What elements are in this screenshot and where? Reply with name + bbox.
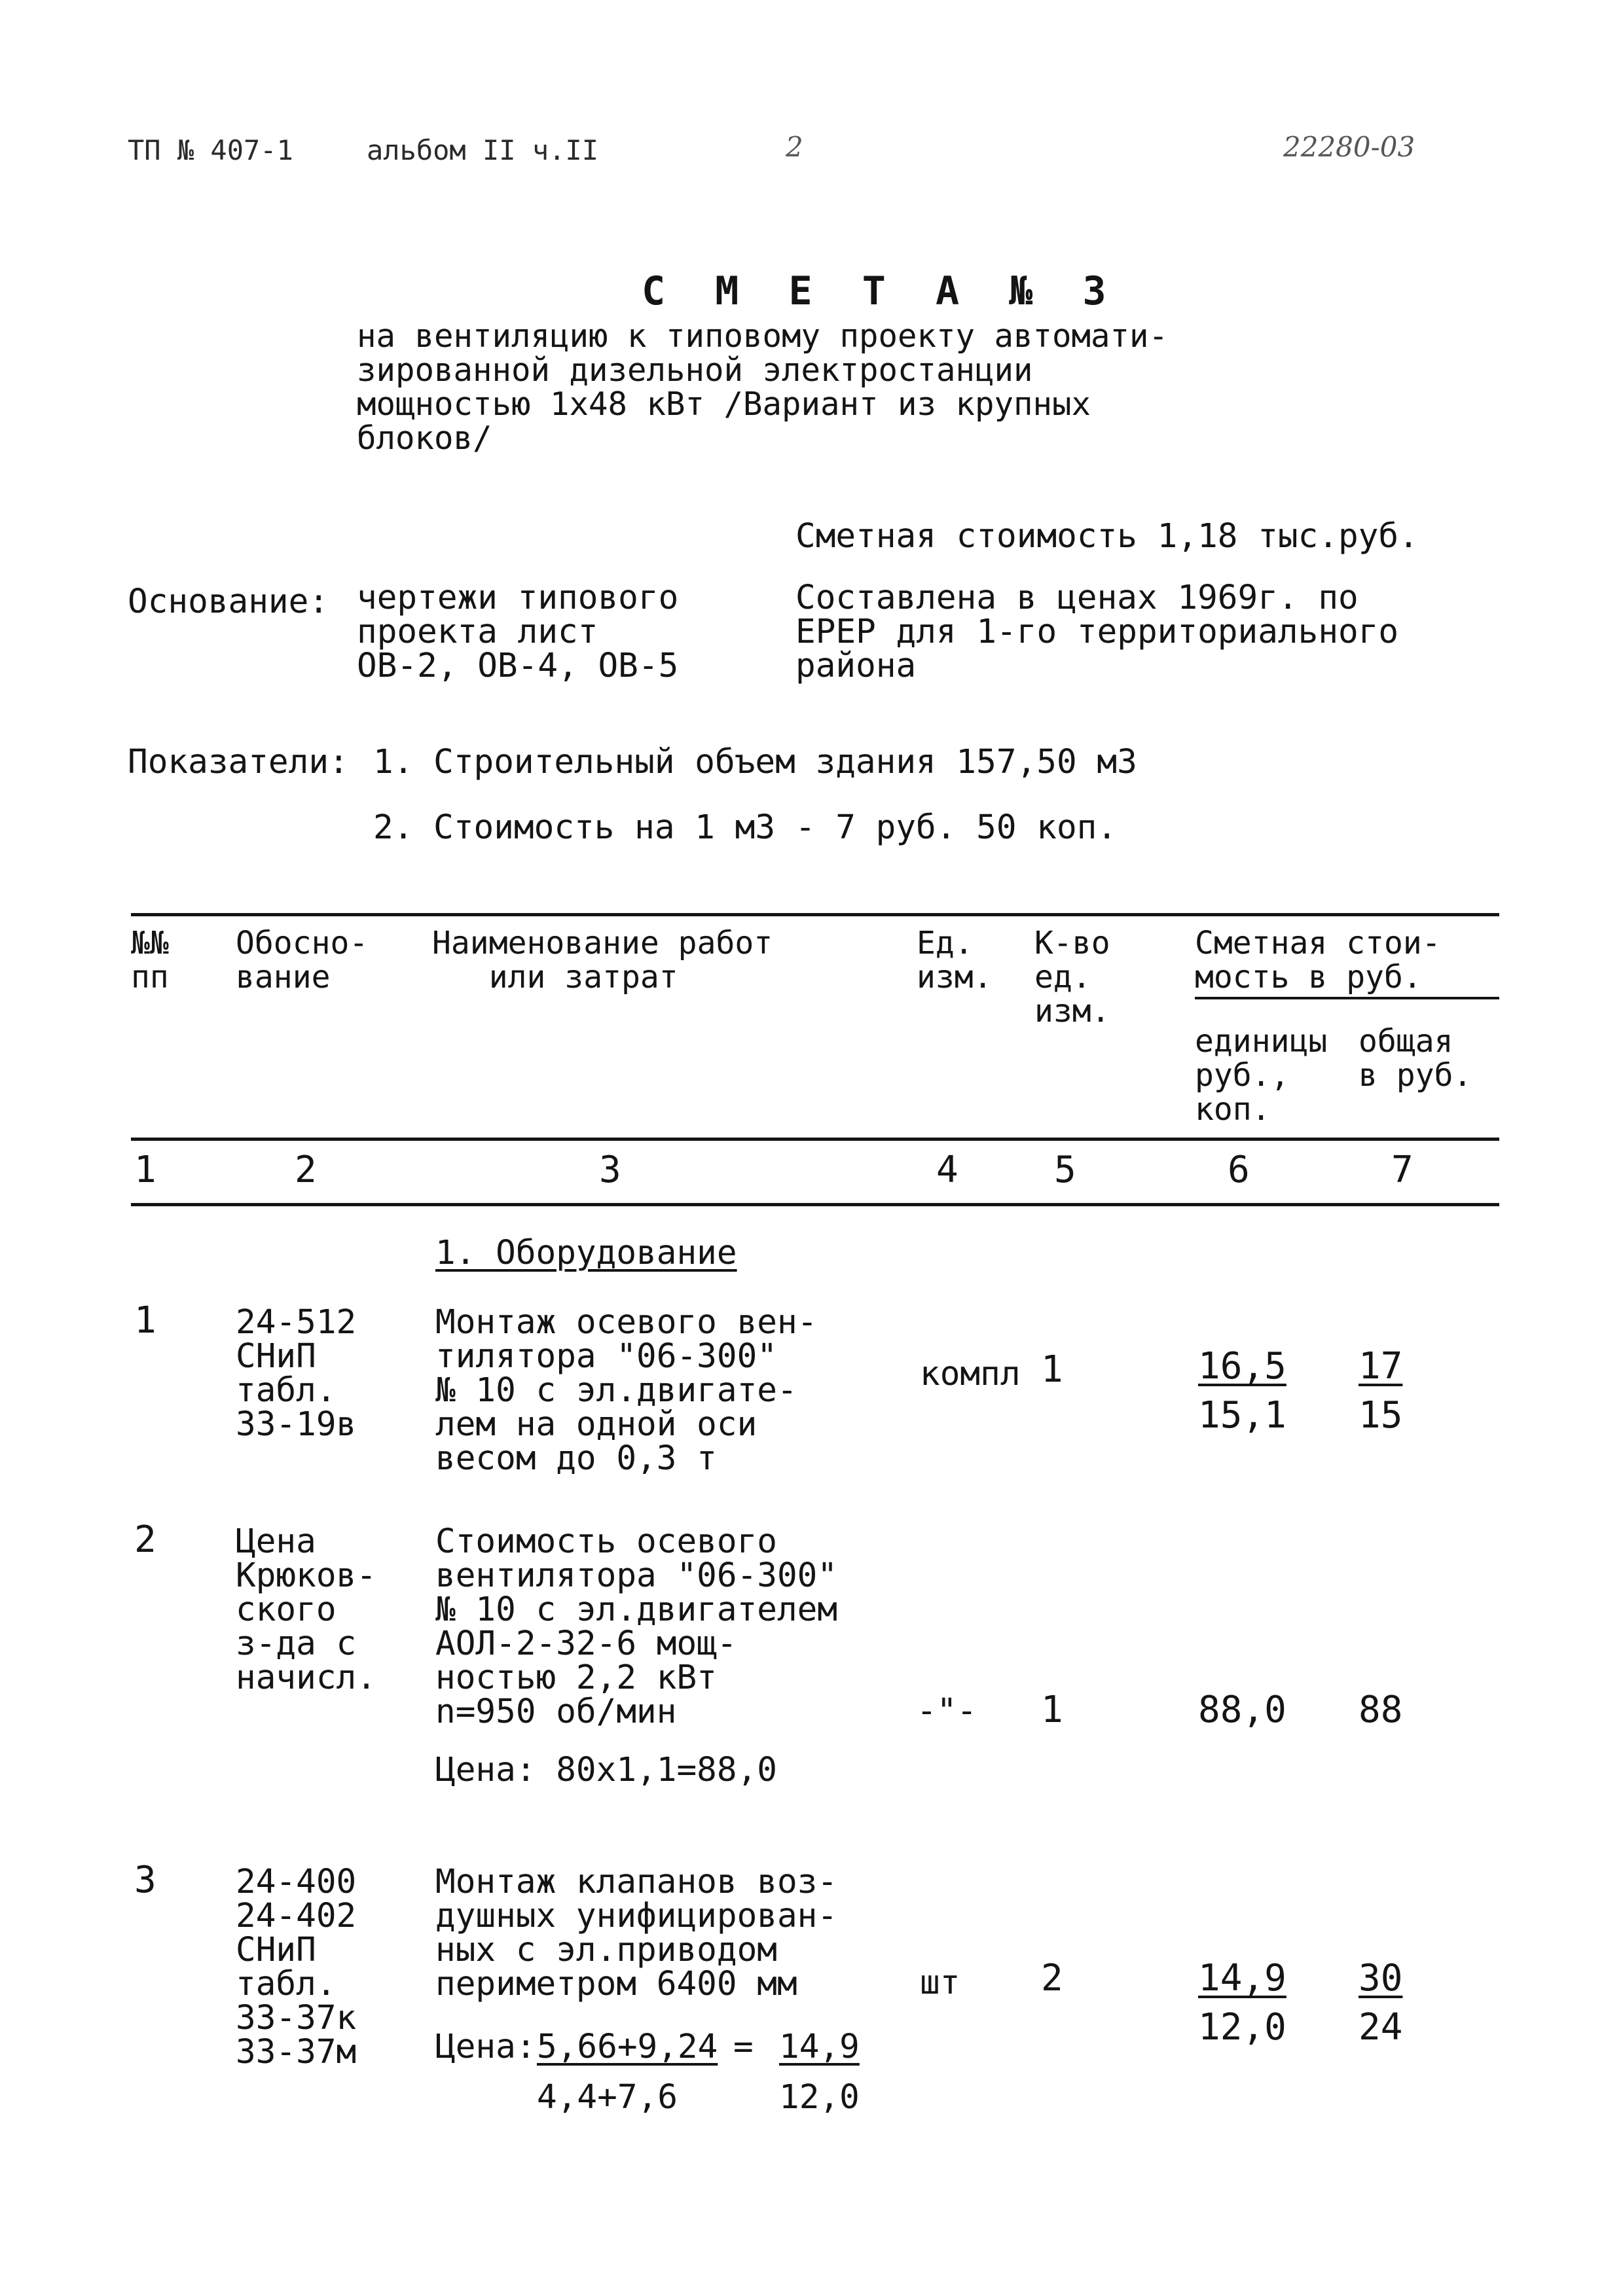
col-header-basis: Обосно- вание xyxy=(236,925,369,996)
row-3-price-equals: = xyxy=(733,2028,754,2066)
row-2-number: 2 xyxy=(134,1518,156,1561)
indicators-label: Показатели: xyxy=(128,743,349,781)
row-1-unit: компл xyxy=(920,1355,1021,1393)
document-subtitle: на вентиляцию к типовому проекту автомати- зированной дизельной электростанции мощностью 1х48 кВт /Вариант из крупных блоков/ xyxy=(357,317,1169,457)
row-1-basis: 24-512 СНиП табл. 33-19в xyxy=(236,1303,357,1444)
estimate-cost: Сметная стоимость 1,18 тыс.руб. xyxy=(795,517,1419,556)
row-2-total: 88 xyxy=(1359,1689,1403,1731)
row-2-unit-price: 88,0 xyxy=(1198,1689,1286,1731)
row-1-unit-price-top: 16,5 xyxy=(1198,1345,1286,1388)
col-header-quantity: К-во ед. изм. xyxy=(1034,925,1110,1030)
col-header-name: Наименование работ или затрат xyxy=(432,925,773,996)
row-3-total-top: 30 xyxy=(1359,1957,1403,2000)
row-3-unit: шт xyxy=(920,1964,960,2002)
row-2-price-note: Цена: 80х1,1=88,0 xyxy=(435,1751,777,1789)
row-3-total-bottom: 24 xyxy=(1359,2006,1403,2049)
basis-text: чертежи типового проекта лист ОВ-2, ОВ-4, ОВ-5 xyxy=(357,579,679,685)
col-header-estimated-cost: Сметная стои- мость в руб. xyxy=(1195,925,1441,996)
compiled-note: Составлена в ценах 1969г. по ЕРЕР для 1-го территориального района xyxy=(795,579,1399,685)
row-3-name: Монтаж клапанов воз- душных унифицирован- ных с эл.приводом периметром 6400 мм xyxy=(435,1863,838,2003)
row-3-price-result-top: 14,9 xyxy=(779,2028,860,2066)
row-2-unit: -"- xyxy=(917,1692,977,1731)
row-3-unit-price-bottom: 12,0 xyxy=(1198,2006,1286,2049)
document-title: С М Е Т А № 3 xyxy=(642,268,1120,314)
col-header-unit: Ед. изм. xyxy=(917,925,993,996)
row-1-total-top: 17 xyxy=(1359,1345,1403,1388)
col-number-4: 4 xyxy=(936,1149,958,1191)
row-2-quantity: 1 xyxy=(1041,1689,1063,1731)
col-number-1: 1 xyxy=(134,1149,156,1191)
col-header-unit-price: единицы руб., коп. xyxy=(1195,1023,1328,1128)
row-3-number: 3 xyxy=(134,1859,156,1901)
section-title: 1. Оборудование xyxy=(435,1234,737,1272)
indicator-1: 1. Строительный объем здания 157,50 м3 xyxy=(373,743,1137,781)
header-page-number: 2 xyxy=(786,131,803,163)
col-number-6: 6 xyxy=(1228,1149,1250,1191)
header-doc-number: ТП № 407-1 xyxy=(128,134,293,166)
header-sheet-code: 22280-03 xyxy=(1283,131,1415,163)
indicator-2: 2. Стоимость на 1 м3 - 7 руб. 50 коп. xyxy=(373,808,1118,847)
header-album: альбом II ч.II xyxy=(367,134,599,166)
col-number-7: 7 xyxy=(1391,1149,1413,1191)
col-number-5: 5 xyxy=(1054,1149,1076,1191)
row-3-price-label: Цена: xyxy=(435,2028,536,2066)
col-number-2: 2 xyxy=(295,1149,317,1191)
col-numbers-bottom-rule xyxy=(131,1203,1499,1206)
row-3-price-result-bottom: 12,0 xyxy=(779,2078,860,2117)
row-3-basis: 24-400 24-402 СНиП табл. 33-37к 33-37м xyxy=(236,1863,357,2072)
row-1-name: Монтаж осевого вен- тилятора "06-300" № 10 с эл.двигате- лем на одной оси весом до 0,3 т xyxy=(435,1303,818,1478)
col-header-number: №№ пп xyxy=(131,925,169,996)
basis-label: Основание: xyxy=(128,583,329,621)
row-3-price-denominator: 4,4+7,6 xyxy=(537,2078,678,2117)
cost-subheader-rule xyxy=(1195,997,1499,999)
row-2-name: Стоимость осевого вентилятора "06-300" № 10 с эл.двигателем АОЛ-2-32-6 мощ- ностью 2,2 кВт n=950 об/мин xyxy=(435,1522,838,1731)
row-3-quantity: 2 xyxy=(1041,1957,1063,2000)
row-3-unit-price-top: 14,9 xyxy=(1198,1957,1286,2000)
col-header-total: общая в руб. xyxy=(1359,1023,1472,1094)
row-1-quantity: 1 xyxy=(1041,1348,1063,1391)
row-2-basis: Цена Крюков- ского з-да с начисл. xyxy=(236,1522,376,1697)
row-1-total-bottom: 15 xyxy=(1359,1394,1403,1437)
row-1-unit-price-bottom: 15,1 xyxy=(1198,1394,1286,1437)
table-top-rule xyxy=(131,913,1499,916)
row-3-price-numerator: 5,66+9,24 xyxy=(537,2028,718,2066)
row-1-number: 1 xyxy=(134,1299,156,1342)
col-number-3: 3 xyxy=(599,1149,621,1191)
header-bottom-rule xyxy=(131,1138,1499,1141)
